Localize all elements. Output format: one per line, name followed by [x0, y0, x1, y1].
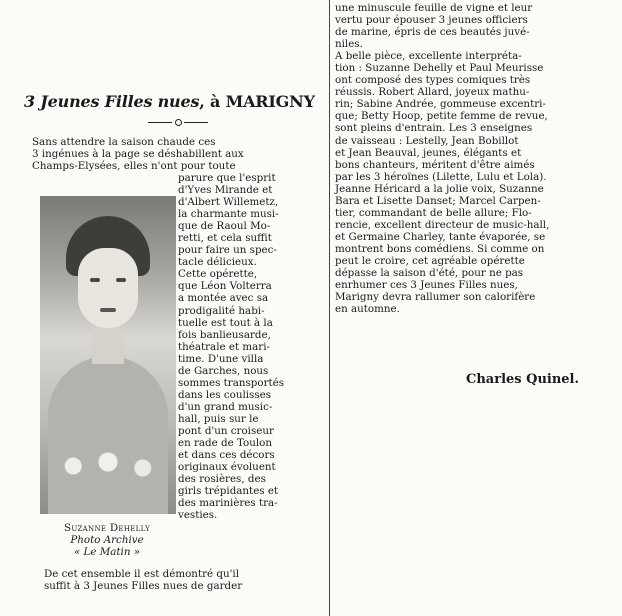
- article-title: [24, 92, 324, 111]
- text-line: rencie, excellent directeur de music-hall,: [335, 218, 550, 231]
- wrapped-paragraph: [178, 172, 326, 521]
- text-line: par les 3 héroïnes (Lilette, Lulu et Lola).: [335, 170, 547, 183]
- text-line: tacle délicieux.: [178, 256, 257, 269]
- text-line: pour faire un spec-: [178, 244, 277, 257]
- intro-paragraph: [32, 136, 324, 172]
- text-line: Bara et Lisette Danset; Marcel Carpen-: [335, 194, 541, 207]
- text-line: dans les coulisses: [178, 388, 271, 401]
- text-line: time. D'une villa: [178, 352, 264, 365]
- text-line: la charmante musi-: [178, 208, 279, 221]
- text-line: prodigalité habi-: [178, 304, 265, 317]
- text-line: d'Albert Willemetz,: [178, 196, 279, 209]
- text-line: réussis. Robert Allard, joyeux mathu-: [335, 86, 530, 99]
- text-line: fois banlieusarde,: [178, 328, 271, 341]
- text-line: hall, puis sur le: [178, 412, 259, 425]
- second-column: [335, 2, 617, 315]
- caption-credit: Photo Archive: [70, 534, 144, 546]
- text-line: peut le croire, cet agréable opérette: [335, 254, 525, 267]
- text-line: 3 ingénues à la page se déshabillent aux: [32, 148, 244, 161]
- text-line: tuelle est tout à la: [178, 316, 273, 329]
- text-line: de vaisseau : Lestelly, Jean Bobillot: [335, 134, 519, 147]
- text-line: vesties.: [178, 509, 218, 522]
- text-line: retti, et cela suffit: [178, 232, 272, 245]
- text-line: et Germaine Charley, tante évaporée, se: [335, 230, 546, 243]
- author-signature: Charles Quinel.: [466, 372, 580, 387]
- text-line: Sans attendre la saison chaude ces: [32, 136, 216, 148]
- text-line: Cette opérette,: [178, 268, 258, 281]
- text-line: A belle pièce, excellente interpréta-: [335, 50, 522, 63]
- text-line: a montée avec sa: [178, 292, 269, 305]
- text-line: théatrale et mari-: [178, 340, 270, 353]
- text-line: dépasse la saison d'été, pour ne pas: [335, 267, 524, 280]
- text-line: parure que l'esprit: [178, 172, 276, 184]
- column-divider: [329, 0, 330, 616]
- text-line: en automne.: [335, 303, 400, 316]
- text-line: tier, commandant de belle allure; Flo-: [335, 206, 532, 219]
- text-line: vertu pour épouser 3 jeunes officiers: [335, 14, 528, 27]
- text-line: une minuscule feuille de vigne et leur: [335, 2, 533, 14]
- text-line: et Jean Beauval, jeunes, élégants et: [335, 146, 522, 159]
- text-line: originaux évoluent: [178, 461, 276, 474]
- closing-paragraph: [44, 568, 326, 592]
- text-line: que de Raoul Mo-: [178, 220, 271, 233]
- text-line: et dans ces décors: [178, 449, 275, 462]
- text-line: tion : Suzanne Dehelly et Paul Meurisse: [335, 62, 544, 75]
- text-line: sont pleins d'entrain. Les 3 enseignes: [335, 122, 533, 135]
- text-line: suffit à 3 Jeunes Filles nues de garder: [44, 580, 243, 593]
- text-line: enrhumer ces 3 Jeunes Filles nues,: [335, 279, 518, 292]
- text-line: Marigny devra rallumer son calorifère: [335, 291, 536, 304]
- title-italic-part: 3 Jeunes Filles nues: [24, 92, 200, 111]
- text-line: de marine, épris de ces beautés juvé-: [335, 26, 530, 39]
- text-line: d'Yves Mirande et: [178, 184, 273, 197]
- text-line: pont d'un croiseur: [178, 424, 274, 437]
- text-line: de Garches, nous: [178, 364, 269, 377]
- text-line: rin; Sabine Andrée, gommeuse excentri-: [335, 98, 546, 111]
- text-line: ont composé des types comiques très: [335, 74, 531, 87]
- title-ornament: [148, 118, 208, 128]
- text-line: bons chanteurs, méritent d'être aimés: [335, 158, 535, 171]
- text-line: montrent bons comédiens. Si comme on: [335, 242, 545, 255]
- text-line: De cet ensemble il est démontré qu'il: [44, 568, 240, 580]
- text-line: niles.: [335, 38, 363, 51]
- caption-source: « Le Matin »: [73, 546, 141, 558]
- text-line: d'un grand music-: [178, 400, 273, 413]
- title-venue-part: , à MARIGNY: [199, 92, 315, 111]
- text-line: que Léon Volterra: [178, 280, 272, 293]
- caption-name: Suzanne Dehelly: [63, 522, 151, 534]
- photo-caption: [34, 522, 180, 558]
- text-line: en rade de Toulon: [178, 437, 272, 450]
- text-line: Jeanne Héricard a la jolie voix, Suzanne: [335, 182, 544, 195]
- text-line: que; Betty Hoop, petite femme de revue,: [335, 110, 548, 123]
- portrait-photo: [40, 196, 176, 514]
- text-line: sommes transportés: [178, 376, 285, 389]
- text-line: des marinières tra-: [178, 497, 278, 510]
- text-line: Champs-Elysées, elles n'ont pour toute: [32, 160, 236, 173]
- text-line: girls trépidantes et: [178, 485, 279, 498]
- text-line: des rosières, des: [178, 473, 266, 486]
